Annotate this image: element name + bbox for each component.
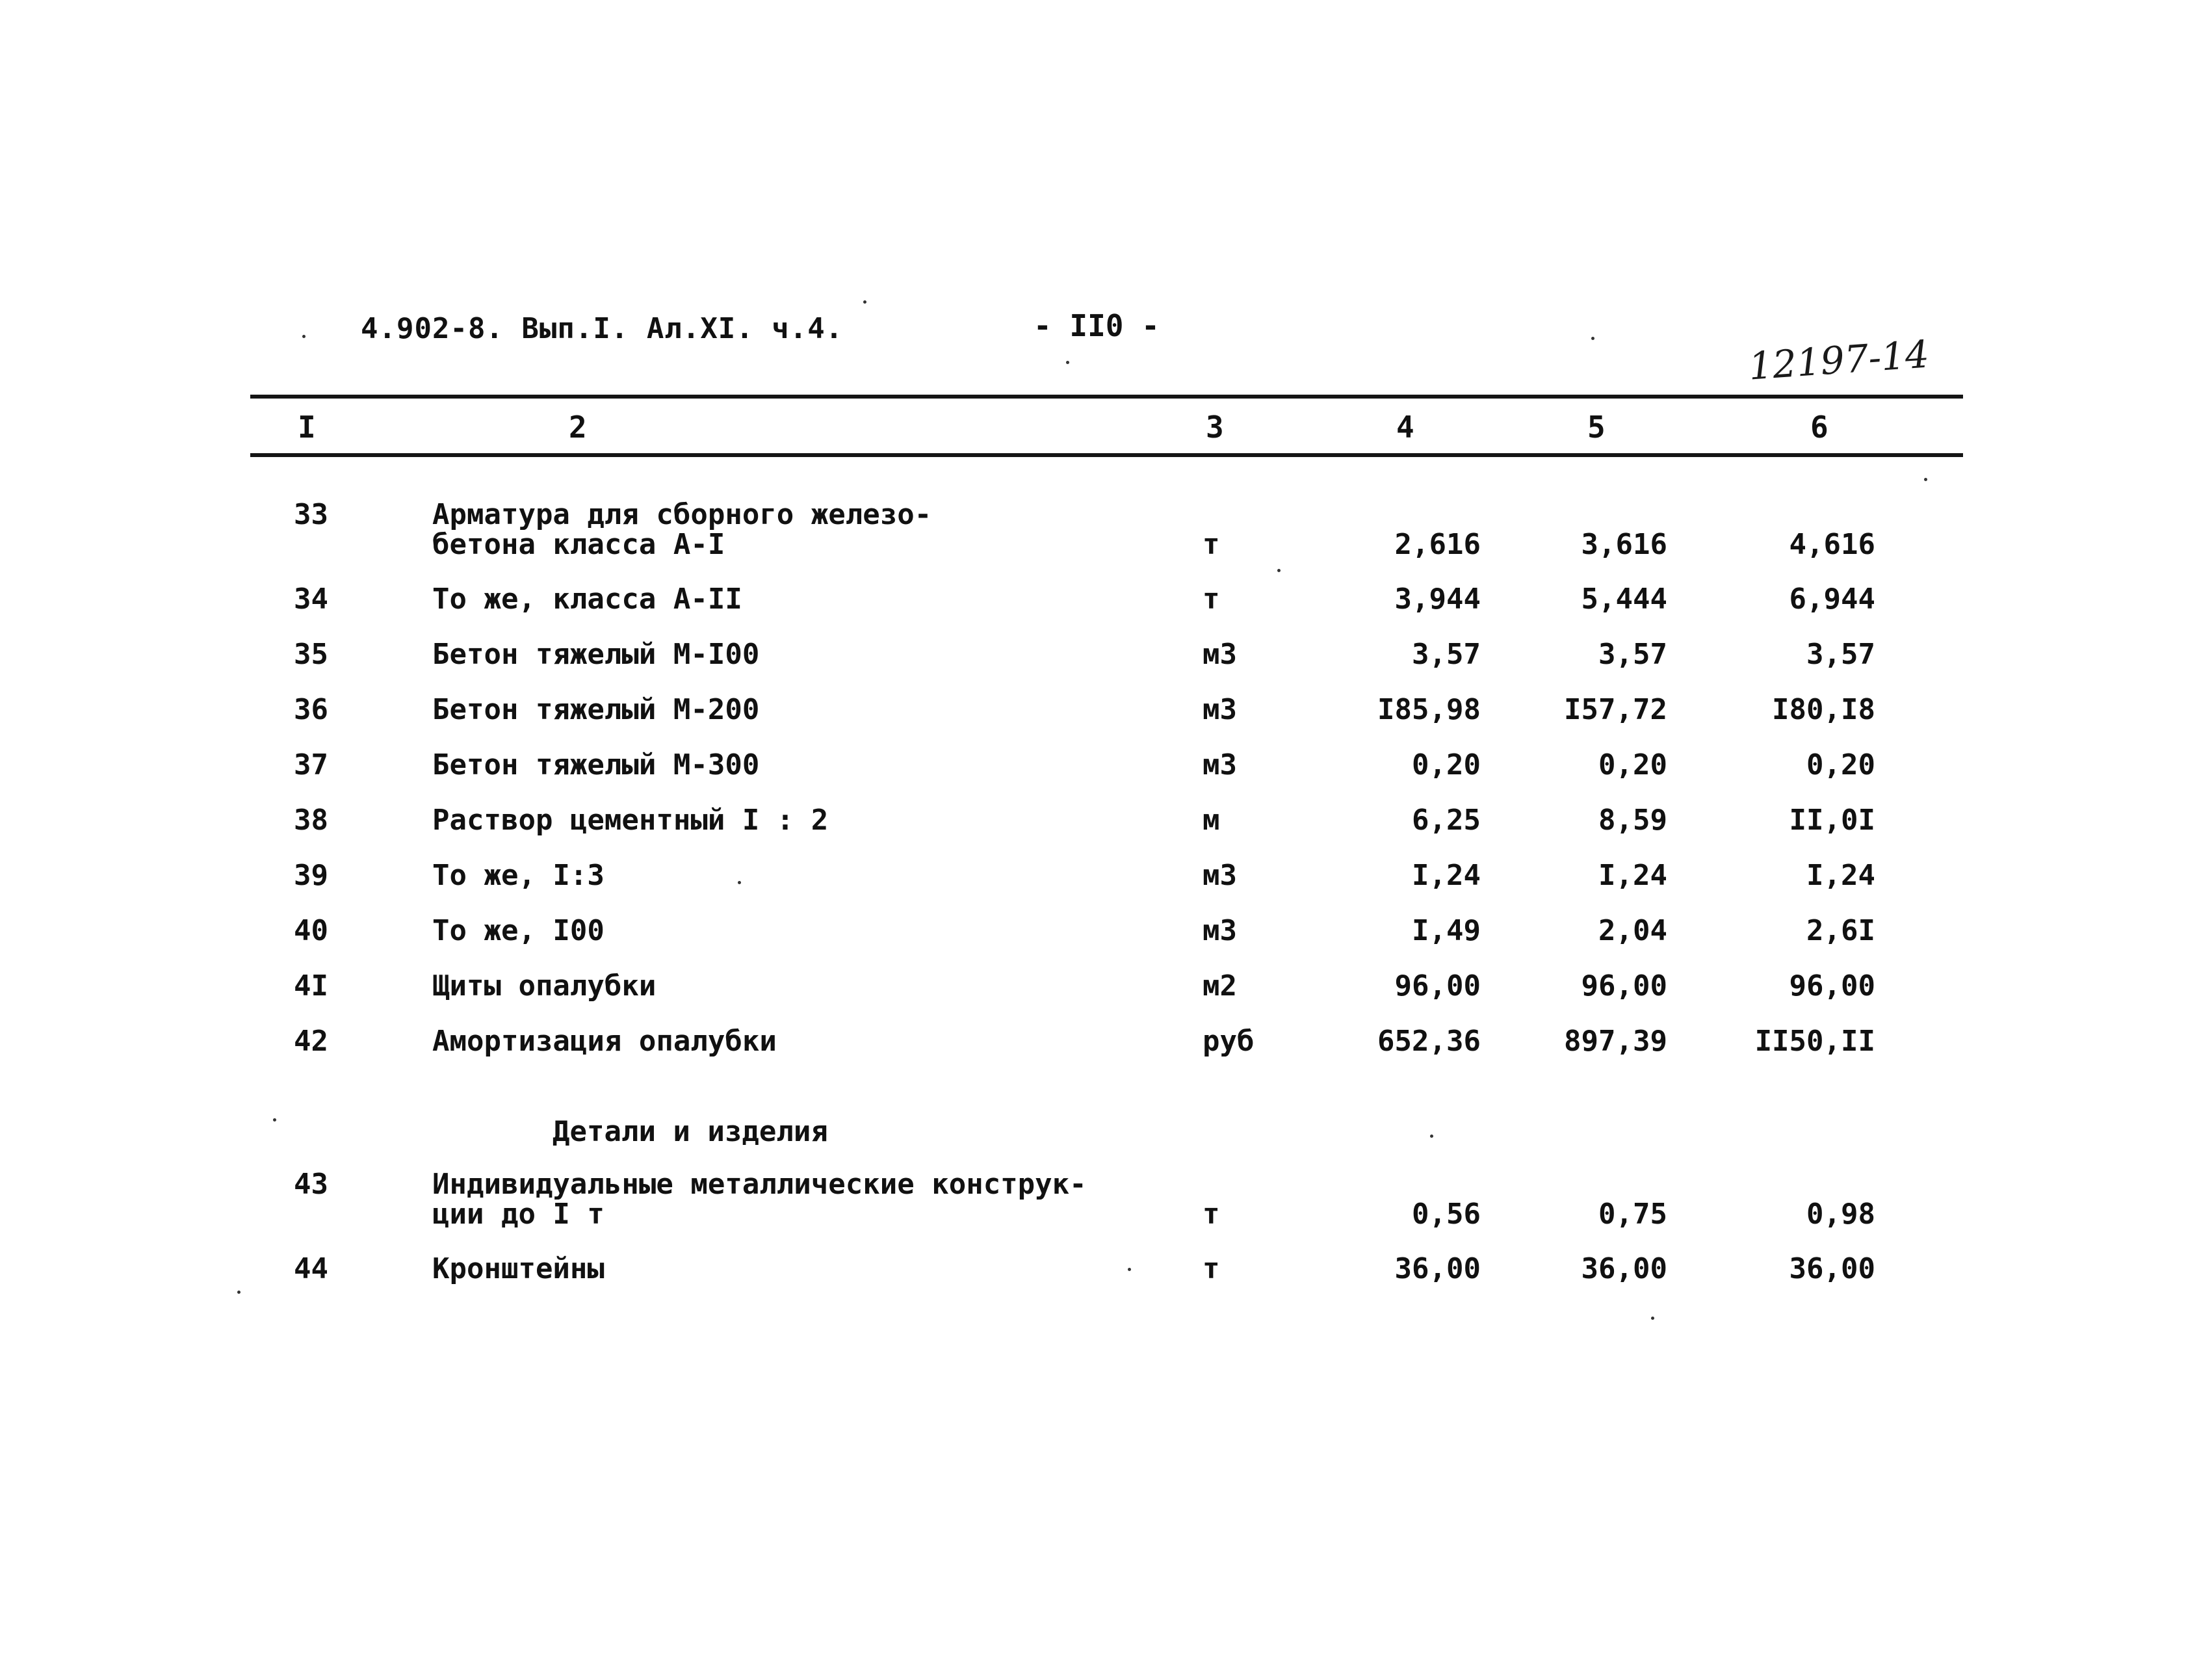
row-name-line-2: бетона класса А-I bbox=[432, 528, 725, 561]
row-value-5: 8,59 bbox=[1598, 804, 1667, 837]
row-value-4: 6,25 bbox=[1412, 804, 1481, 837]
row-value-5: 0,20 bbox=[1598, 748, 1667, 781]
table-row bbox=[0, 498, 2212, 561]
scan-speck bbox=[302, 335, 306, 338]
row-number: 37 bbox=[294, 748, 328, 781]
table-row bbox=[0, 969, 2212, 1011]
row-name: То же, I00 bbox=[432, 914, 605, 947]
section-title: Детали и изделия bbox=[553, 1115, 828, 1148]
row-name: Кронштейны bbox=[432, 1252, 605, 1285]
row-value-4: I85,98 bbox=[1377, 693, 1481, 726]
row-unit: т bbox=[1203, 1252, 1220, 1285]
scan-speck bbox=[863, 300, 866, 304]
row-unit: м bbox=[1203, 804, 1220, 837]
row-unit: м3 bbox=[1203, 693, 1237, 726]
row-name-line-1: Арматура для сборного железо- bbox=[432, 498, 932, 531]
row-name-line-2: ции до I т bbox=[432, 1198, 605, 1231]
scan-speck bbox=[1277, 569, 1281, 572]
row-value-5: 5,444 bbox=[1581, 583, 1667, 616]
scan-speck bbox=[1128, 1268, 1131, 1271]
row-value-4: I,49 bbox=[1412, 914, 1481, 947]
row-unit: т bbox=[1203, 528, 1220, 561]
row-name-line-1: Индивидуальные металлические конструк- bbox=[432, 1168, 1087, 1201]
row-value-6: 2,6I bbox=[1806, 914, 1875, 947]
row-name: То же, класса А-II bbox=[432, 583, 742, 616]
row-unit: м3 bbox=[1203, 748, 1237, 781]
table-row bbox=[0, 748, 2212, 790]
row-number: 44 bbox=[294, 1252, 328, 1285]
row-name bbox=[432, 498, 932, 561]
row-value-6: 0,20 bbox=[1806, 748, 1875, 781]
row-value-6: I80,I8 bbox=[1772, 693, 1875, 726]
row-value-5: I57,72 bbox=[1564, 693, 1667, 726]
row-value-6: 0,98 bbox=[1806, 1198, 1875, 1231]
handwritten-stamp: 12197-14 bbox=[1747, 332, 1931, 389]
row-number: 34 bbox=[294, 583, 328, 616]
row-value-6: 3,57 bbox=[1806, 638, 1875, 671]
row-name: Бетон тяжелый М-200 bbox=[432, 693, 760, 726]
row-number: 33 bbox=[294, 498, 328, 531]
row-value-6: 4,616 bbox=[1789, 528, 1875, 561]
row-value-5: 0,75 bbox=[1598, 1198, 1667, 1231]
scan-speck bbox=[1651, 1317, 1654, 1320]
document-code: 4.902-8. Вып.I. Ал.XI. ч.4. bbox=[361, 312, 844, 345]
row-value-4: 96,00 bbox=[1394, 969, 1481, 1003]
row-name: Раствор цементный I : 2 bbox=[432, 804, 829, 837]
row-name bbox=[432, 1170, 1087, 1229]
row-name: То же, I:3 bbox=[432, 859, 605, 892]
row-value-4: 0,20 bbox=[1412, 748, 1481, 781]
row-unit: руб bbox=[1203, 1025, 1255, 1058]
row-number: 39 bbox=[294, 859, 328, 892]
scan-speck bbox=[1430, 1135, 1433, 1138]
scan-speck bbox=[237, 1291, 241, 1294]
row-value-5: 2,04 bbox=[1598, 914, 1667, 947]
row-value-4: 36,00 bbox=[1394, 1252, 1481, 1285]
row-value-6: 96,00 bbox=[1789, 969, 1875, 1003]
row-value-6: I,24 bbox=[1806, 859, 1875, 892]
page-number: - II0 - bbox=[1034, 308, 1160, 343]
column-header-4: 4 bbox=[1396, 410, 1414, 445]
row-unit: м2 bbox=[1203, 969, 1237, 1003]
table-row bbox=[0, 861, 2212, 900]
row-unit: м3 bbox=[1203, 638, 1237, 671]
table-row bbox=[0, 1252, 2212, 1294]
column-header-6: 6 bbox=[1810, 410, 1828, 445]
row-value-6: II,0I bbox=[1789, 804, 1875, 837]
table-row bbox=[0, 585, 2212, 624]
row-value-5: 36,00 bbox=[1581, 1252, 1667, 1285]
row-unit: м3 bbox=[1203, 859, 1237, 892]
scan-speck bbox=[273, 1118, 276, 1122]
row-value-4: 2,616 bbox=[1394, 528, 1481, 561]
row-value-4: 3,944 bbox=[1394, 583, 1481, 616]
row-value-4: I,24 bbox=[1412, 859, 1481, 892]
table-row bbox=[0, 1168, 2212, 1231]
row-unit: м3 bbox=[1203, 914, 1237, 947]
scan-speck bbox=[1066, 361, 1069, 364]
row-number: 36 bbox=[294, 693, 328, 726]
row-unit: т bbox=[1203, 1198, 1220, 1231]
table-row bbox=[0, 914, 2212, 956]
row-name: Бетон тяжелый М-300 bbox=[432, 748, 760, 781]
row-value-5: 3,616 bbox=[1581, 528, 1667, 561]
table-row bbox=[0, 806, 2212, 845]
row-name: Бетон тяжелый М-I00 bbox=[432, 638, 760, 671]
row-name: Амортизация опалубки bbox=[432, 1025, 777, 1058]
row-number: 42 bbox=[294, 1025, 328, 1058]
column-header-5: 5 bbox=[1587, 410, 1606, 445]
table-top-rule bbox=[250, 395, 1963, 399]
row-value-5: I,24 bbox=[1598, 859, 1667, 892]
row-value-5: 96,00 bbox=[1581, 969, 1667, 1003]
column-header-1: I bbox=[298, 410, 316, 445]
row-number: 40 bbox=[294, 914, 328, 947]
row-value-4: 3,57 bbox=[1412, 638, 1481, 671]
row-name: Щиты опалубки bbox=[432, 969, 657, 1003]
row-value-5: 3,57 bbox=[1598, 638, 1667, 671]
row-value-6: 6,944 bbox=[1789, 583, 1875, 616]
scan-speck bbox=[738, 881, 741, 884]
scan-speck bbox=[1924, 478, 1927, 481]
row-number: 4I bbox=[294, 969, 328, 1003]
row-value-5: 897,39 bbox=[1564, 1025, 1667, 1058]
scan-speck bbox=[1591, 337, 1594, 340]
table-header-rule bbox=[250, 453, 1963, 457]
row-value-4: 0,56 bbox=[1412, 1198, 1481, 1231]
column-header-2: 2 bbox=[569, 410, 587, 445]
table-row bbox=[0, 693, 2212, 735]
table-row bbox=[0, 640, 2212, 679]
row-value-6: II50,II bbox=[1754, 1025, 1875, 1058]
row-unit: т bbox=[1203, 583, 1220, 616]
column-header-3: 3 bbox=[1206, 410, 1224, 445]
row-number: 35 bbox=[294, 638, 328, 671]
table-row bbox=[0, 1027, 2212, 1066]
row-number: 43 bbox=[294, 1168, 328, 1201]
row-number: 38 bbox=[294, 804, 328, 837]
row-value-4: 652,36 bbox=[1377, 1025, 1481, 1058]
row-value-6: 36,00 bbox=[1789, 1252, 1875, 1285]
